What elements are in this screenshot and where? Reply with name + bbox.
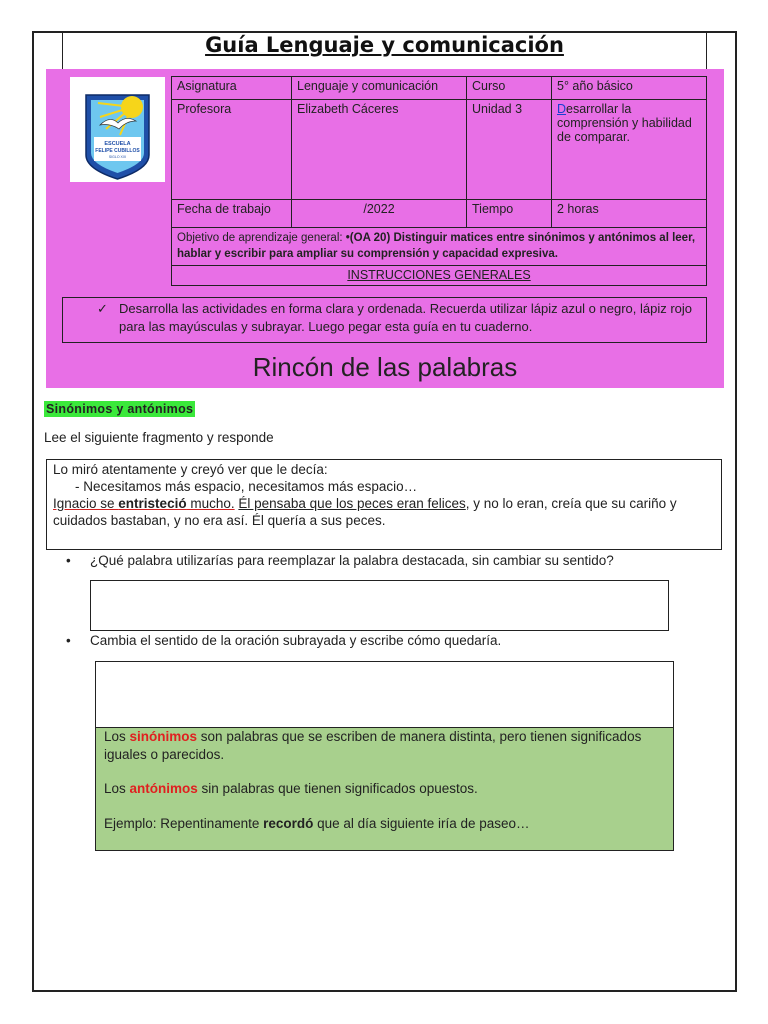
def-2-text: sin palabras que tienen significados opuestos. — [197, 781, 478, 796]
definitions-box — [95, 727, 674, 851]
unidad-value — [552, 100, 707, 200]
definition-sinonimos — [104, 728, 665, 764]
example-bold-word: recordó — [263, 816, 314, 831]
answer-box-1[interactable] — [90, 580, 669, 631]
question-2-text: Cambia el sentido de la oración subrayada y escribe cómo quedaría. — [90, 633, 502, 648]
tiempo-value: 2 horas — [552, 200, 707, 228]
section-title: Rincón de las palabras — [252, 352, 518, 382]
asignatura-value: Lenguaje y comunicación — [292, 77, 467, 100]
profesora-label: Profesora — [172, 100, 292, 200]
definition-example — [104, 815, 665, 833]
fragment-p3: mucho. — [186, 496, 235, 511]
logo-line-3: SIGLO XXI — [108, 155, 127, 159]
question-1-text: ¿Qué palabra utilizarías para reemplazar la palabra destacada, sin cambiar su sentido? — [90, 553, 614, 568]
instructions-text: Desarrolla las actividades en forma clara y ordenada. Recuerda utilizar lápiz azul o negro, lápiz rojo para las mayúsculas y subrayar. Luego pegar esta guía en tu cuaderno. — [119, 301, 693, 334]
logo-line-1: ESCUELA — [104, 141, 131, 147]
instructions-box — [62, 297, 707, 343]
example-rest: que al día siguiente iría de paseo… — [313, 816, 530, 831]
fragment-paragraph — [53, 495, 715, 529]
underlined-sentence: Él pensaba que los peces eran felices — [238, 496, 466, 511]
example-prefix: Ejemplo: Repentinamente — [104, 816, 264, 831]
objetivo-text: •(OA 20) Distinguir matices entre sinónimos y antónimos al leer, hablar y escribir para ampliar su comprensión y capacidad expresiva. — [177, 232, 696, 260]
bullet-icon: • — [66, 633, 71, 648]
checkmark-icon: ✓ — [97, 301, 108, 316]
fragment-line-1: Lo miró atentamente y creyó ver que le decía: — [53, 462, 328, 477]
bullet-icon: • — [66, 553, 71, 568]
objetivo-prefix: Objetivo de aprendizaje general: — [177, 232, 346, 244]
page-title: Guía Lenguaje y comunicación — [205, 33, 564, 57]
fragment-dialog: - Necesitamos más espacio, necesitamos más espacio… — [75, 479, 418, 494]
highlighted-word: entristeció — [118, 496, 187, 511]
curso-label: Curso — [467, 77, 552, 100]
definition-antonimos — [104, 780, 665, 798]
reading-instruction: Lee el siguiente fragmento y responde — [44, 430, 274, 445]
unidad-first-letter: D — [557, 102, 567, 116]
def-1-prefix: Los — [104, 729, 130, 744]
profesora-value: Elizabeth Cáceres — [292, 100, 467, 200]
def-2-prefix: Los — [104, 781, 130, 796]
objetivo-cell — [172, 228, 707, 266]
fecha-label: Fecha de trabajo — [172, 200, 292, 228]
term-sinonimos: sinónimos — [129, 729, 198, 744]
question-1 — [66, 553, 614, 568]
def-1-text: son palabras que se escriben de manera distinta, pero tienen significados iguales o parecidos. — [104, 729, 642, 762]
question-2 — [66, 633, 502, 648]
unidad-value-text: esarrollar la comprensión y habilidad de comparar. — [557, 102, 692, 144]
tiempo-label: Tiempo — [467, 200, 552, 228]
curso-value: 5° año básico — [552, 77, 707, 100]
school-logo — [70, 77, 165, 182]
topic-highlight: Sinónimos y antónimos — [46, 402, 194, 416]
asignatura-label: Asignatura — [172, 77, 292, 100]
logo-line-2: FELIPE CUBILLOS — [95, 148, 140, 154]
fecha-value: /2022 — [292, 200, 467, 228]
school-crest-icon — [70, 77, 165, 182]
text-fragment — [46, 459, 722, 550]
term-antonimos: antónimos — [129, 781, 198, 796]
answer-box-2[interactable] — [95, 661, 674, 729]
info-table — [171, 76, 707, 286]
instrucciones-header: INSTRUCCIONES GENERALES — [172, 266, 707, 286]
unidad-label: Unidad 3 — [467, 100, 552, 200]
fragment-p1: Ignacio se — [53, 496, 119, 511]
fragment-p6: , y no lo eran, creía que su cariño y cuidados bastaban, y no era así. Él quería a sus peces. — [53, 496, 677, 528]
